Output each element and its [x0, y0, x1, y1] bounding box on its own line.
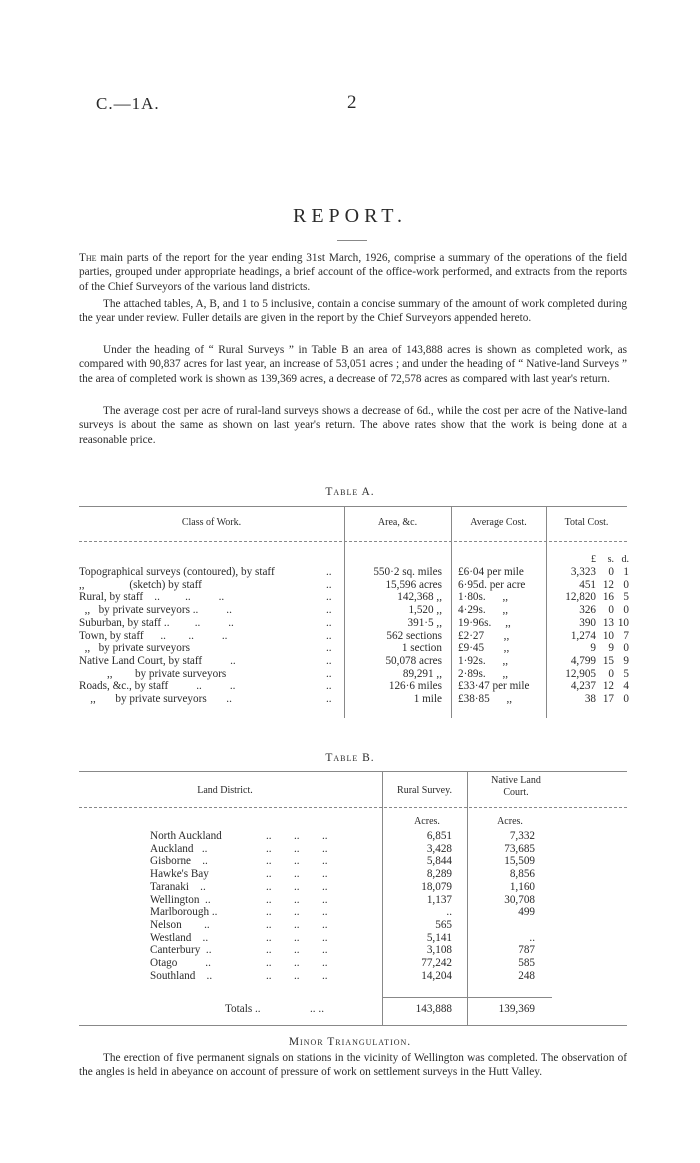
- cell-native-land-court: ..: [529, 931, 535, 944]
- cell-pounds: 38: [584, 693, 596, 705]
- cell-dots: ..: [326, 604, 332, 617]
- section-heading: Minor Triangulation.: [288, 1036, 412, 1048]
- cell-average-cost: 1·80s. ,,: [458, 591, 509, 604]
- cell-class: Native Land Court, by staff ..: [79, 654, 236, 667]
- unit-acres-native: Acres.: [497, 816, 523, 827]
- table-b-header-district: Land District.: [197, 785, 253, 796]
- cell-dots: .. .. ..: [266, 944, 328, 957]
- table-b-caption: Table B.: [325, 752, 375, 764]
- table-a-divider: [344, 506, 345, 718]
- page-number: 2: [347, 92, 357, 113]
- cell-pence: 0: [623, 693, 629, 705]
- cell-rural-survey: ..: [446, 906, 452, 919]
- cell-district: Hawke's Bay: [150, 868, 209, 881]
- cell-pence: 9: [623, 654, 629, 667]
- cell-rural-survey: 6,851: [426, 830, 452, 842]
- report-title: REPORT.: [293, 205, 407, 227]
- totals-rural: 143,888: [415, 1003, 452, 1015]
- cell-dots: .. .. ..: [266, 842, 328, 855]
- cell-district: Taranaki ..: [150, 880, 206, 893]
- cell-shillings: 12: [602, 680, 614, 693]
- minor-triangulation-paragraph: [79, 1051, 627, 1080]
- cell-dots: ..: [326, 680, 332, 693]
- cell-district: Westland ..: [150, 931, 209, 944]
- report-code: C.—1A.: [96, 94, 160, 113]
- cell-pounds: 326: [579, 604, 596, 617]
- cell-class: ,, (sketch) by staff: [79, 578, 202, 591]
- cell-dots: ..: [326, 667, 332, 680]
- cell-district: Canterbury ..: [150, 944, 212, 957]
- cell-dots: ..: [326, 591, 332, 604]
- cell-pence: 4: [623, 680, 629, 693]
- table-b-divider: [467, 771, 468, 1025]
- cell-class: ,, by private surveyors: [79, 642, 190, 655]
- cell-rural-survey: 5,844: [426, 855, 452, 868]
- cell-pence: 7: [623, 629, 629, 642]
- cell-shillings: 15: [602, 654, 614, 667]
- cell-class: Rural, by staff .. .. ..: [79, 591, 225, 604]
- cell-pounds: 3,323: [570, 566, 596, 578]
- cell-native-land-court: 15,509: [504, 855, 535, 868]
- cell-dots: .. .. ..: [266, 880, 328, 893]
- table-b-top-rule: [79, 771, 627, 772]
- paragraph-text: The attached tables, A, B, and 1 to 5 inclusive, contain a concise summary of the amount of work completed during the year under review. Fuller details are given in the report by the Chief Surveyors appended hereto.: [79, 298, 627, 325]
- cell-pence: 0: [623, 604, 629, 617]
- cell-area: 142,368 ,,: [397, 591, 442, 604]
- cell-average-cost: 2·89s. ,,: [458, 667, 509, 680]
- cell-shillings: 0: [608, 604, 614, 617]
- cell-area: 1,520 ,,: [408, 604, 442, 617]
- cell-area: 550·2 sq. miles: [373, 566, 442, 578]
- cell-dots: ..: [326, 616, 332, 629]
- cell-class: Suburban, by staff .. .. ..: [79, 616, 234, 629]
- cell-shillings: 10: [602, 629, 614, 642]
- cell-district: Gisborne ..: [150, 855, 208, 868]
- cell-dots: .. .. ..: [266, 855, 328, 868]
- cell-rural-survey: 14,204: [421, 969, 452, 982]
- cell-pence: 10: [617, 616, 629, 629]
- table-b-bottom-rule: [79, 1025, 627, 1026]
- cell-area: 391·5 ,,: [407, 616, 442, 629]
- table-a-header-area: Area, &c.: [377, 517, 418, 528]
- cell-native-land-court: 499: [518, 906, 535, 919]
- totals-native: 139,369: [498, 1003, 535, 1015]
- cell-pounds: 451: [579, 578, 596, 591]
- totals-dots: .. ..: [310, 1003, 324, 1015]
- cell-pounds: 12,820: [565, 591, 596, 604]
- cell-average-cost: 19·96s. ,,: [458, 616, 511, 629]
- cell-dots: ..: [326, 654, 332, 667]
- cell-rural-survey: 1,137: [426, 893, 452, 906]
- table-a-header-rule: [79, 541, 627, 542]
- cell-average-cost: 4·29s. ,,: [458, 604, 509, 617]
- table-a-divider: [451, 506, 452, 718]
- cell-class: Town, by staff .. .. ..: [79, 629, 228, 642]
- paragraph-3: [79, 343, 627, 386]
- unit-pounds: £: [591, 554, 596, 565]
- table-b-header-rule: [79, 807, 627, 808]
- cell-shillings: 13: [602, 616, 614, 629]
- cell-class: Topographical surveys (contoured), by staff: [79, 566, 275, 578]
- cell-average-cost: 1·92s. ,,: [458, 654, 509, 667]
- cell-dots: .. .. ..: [266, 957, 328, 969]
- cell-dots: .. .. ..: [266, 893, 328, 906]
- cell-shillings: 12: [602, 578, 614, 591]
- paragraph-text: main parts of the report for the year ending 31st March, 1926, comprise a summary of the operations of the field parties, grouped under appropriate headings, a brief account of the office-work performed, and extracts from the reports of the Chief Surveyors of the various land districts.: [79, 252, 627, 293]
- cell-dots: ..: [326, 629, 332, 642]
- cell-dots: ..: [326, 566, 332, 578]
- cell-native-land-court: 8,856: [509, 868, 535, 881]
- cell-area: 562 sections: [386, 629, 442, 642]
- cell-class: ,, by private surveyors .. ..: [79, 604, 232, 617]
- cell-pounds: 9: [590, 642, 596, 655]
- cell-average-cost: £38·85 ,,: [458, 693, 513, 705]
- cell-rural-survey: 5,141: [426, 931, 452, 944]
- cell-class: Roads, &c., by staff .. ..: [79, 680, 236, 693]
- cell-pounds: 4,237: [570, 680, 596, 693]
- cell-district: North Auckland: [150, 830, 222, 842]
- cell-district: Otago ..: [150, 957, 211, 969]
- cell-dots: .. .. ..: [266, 906, 328, 919]
- cell-rural-survey: 8,289: [426, 868, 452, 881]
- table-a-divider: [546, 506, 547, 718]
- cell-pounds: 390: [579, 616, 596, 629]
- cell-area: 126·6 miles: [388, 680, 442, 693]
- table-b-header-rural: Rural Survey.: [397, 785, 452, 796]
- cell-dots: ..: [326, 693, 332, 705]
- cell-average-cost: £6·04 per mile: [458, 566, 524, 578]
- paragraph-text: Under the heading of “ Rural Surveys ” in Table B an area of 143,888 acres is shown as completed work, as compared with 90,837 acres for last year, an increase of 53,051 acres ; and under the heading of “ Native-land Surveys ” the area of completed work is shown as 139,369 acres, a decrease of 72,578 acres as compared with last year's return.: [79, 344, 627, 385]
- cell-native-land-court: 7,332: [509, 830, 535, 842]
- table-a-caption: Table A.: [325, 486, 375, 498]
- cell-district: Southland ..: [150, 969, 213, 982]
- cell-dots: .. .. ..: [266, 830, 328, 842]
- cell-dots: ..: [326, 578, 332, 591]
- paragraph-text: The average cost per acre of rural-land surveys shows a decrease of 6d., while the cost per acre of the Native-land surveys is about the same as shown on last year's return. The above rates show that the work is being done at a reasonable price.: [79, 405, 627, 446]
- cell-class: ,, by private surveyors ..: [79, 693, 232, 705]
- table-a-header-total: Total Cost.: [564, 517, 609, 528]
- cell-pounds: 1,274: [570, 629, 596, 642]
- totals-rule: [382, 997, 552, 998]
- cell-pence: 1: [623, 566, 629, 578]
- cell-rural-survey: 3,108: [426, 944, 452, 957]
- cell-district: Wellington ..: [150, 893, 211, 906]
- cell-dots: ..: [326, 642, 332, 655]
- table-b-divider: [382, 771, 383, 1025]
- cell-dots: .. .. ..: [266, 918, 328, 931]
- title-rule: [337, 240, 367, 241]
- cell-pounds: 4,799: [570, 654, 596, 667]
- cell-district: Nelson ..: [150, 918, 210, 931]
- cell-pounds: 12,905: [565, 667, 596, 680]
- table-b-header-native: Native Land Court.: [491, 775, 541, 798]
- cell-average-cost: £33·47 per mile: [458, 680, 530, 693]
- paragraph-lead: The: [79, 252, 97, 264]
- cell-native-land-court: 248: [518, 969, 535, 982]
- cell-area: 15,596 acres: [385, 578, 442, 591]
- cell-shillings: 0: [608, 667, 614, 680]
- cell-dots: .. .. ..: [266, 868, 328, 881]
- cell-area: 1 mile: [413, 693, 442, 705]
- table-a-top-rule: [79, 506, 627, 507]
- cell-rural-survey: 3,428: [426, 842, 452, 855]
- unit-pence: d.: [621, 554, 629, 565]
- table-a-header-avg: Average Cost.: [470, 517, 527, 528]
- paragraph-4: [79, 404, 627, 447]
- unit-acres-rural: Acres.: [414, 816, 440, 827]
- paragraph-1: [79, 251, 627, 294]
- cell-rural-survey: 77,242: [421, 957, 452, 969]
- cell-shillings: 9: [608, 642, 614, 655]
- paragraph-2: [79, 297, 627, 326]
- cell-shillings: 16: [602, 591, 614, 604]
- table-a-header-class: Class of Work.: [181, 517, 242, 528]
- cell-area: 1 section: [401, 642, 442, 655]
- cell-shillings: 17: [602, 693, 614, 705]
- cell-average-cost: £2·27 ,,: [458, 629, 510, 642]
- cell-district: Auckland ..: [150, 842, 208, 855]
- cell-native-land-court: 73,685: [504, 842, 535, 855]
- cell-average-cost: £9·45 ,,: [458, 642, 510, 655]
- cell-rural-survey: 18,079: [421, 880, 452, 893]
- cell-district: Marlborough ..: [150, 906, 218, 919]
- cell-dots: .. .. ..: [266, 969, 328, 982]
- cell-dots: .. .. ..: [266, 931, 328, 944]
- unit-shillings: s.: [607, 554, 614, 565]
- cell-pence: 5: [623, 591, 629, 604]
- cell-native-land-court: 30,708: [504, 893, 535, 906]
- cell-shillings: 0: [608, 566, 614, 578]
- cell-pence: 0: [623, 642, 629, 655]
- cell-rural-survey: 565: [435, 918, 452, 931]
- cell-native-land-court: 585: [518, 957, 535, 969]
- cell-pence: 0: [623, 578, 629, 591]
- totals-label: Totals ..: [225, 1003, 261, 1015]
- paragraph-text: The erection of five permanent signals on stations in the vicinity of Wellington was completed. The observation of the angles is held in abeyance on account of pressure of work on settlement surveys in the Hutt Valley.: [79, 1052, 627, 1079]
- cell-average-cost: 6·95d. per acre: [458, 578, 526, 591]
- cell-native-land-court: 787: [518, 944, 535, 957]
- cell-area: 89,291 ,,: [402, 667, 442, 680]
- cell-native-land-court: 1,160: [509, 880, 535, 893]
- cell-class: ,, by private surveyors: [79, 667, 227, 680]
- cell-area: 50,078 acres: [385, 654, 442, 667]
- cell-pence: 5: [623, 667, 629, 680]
